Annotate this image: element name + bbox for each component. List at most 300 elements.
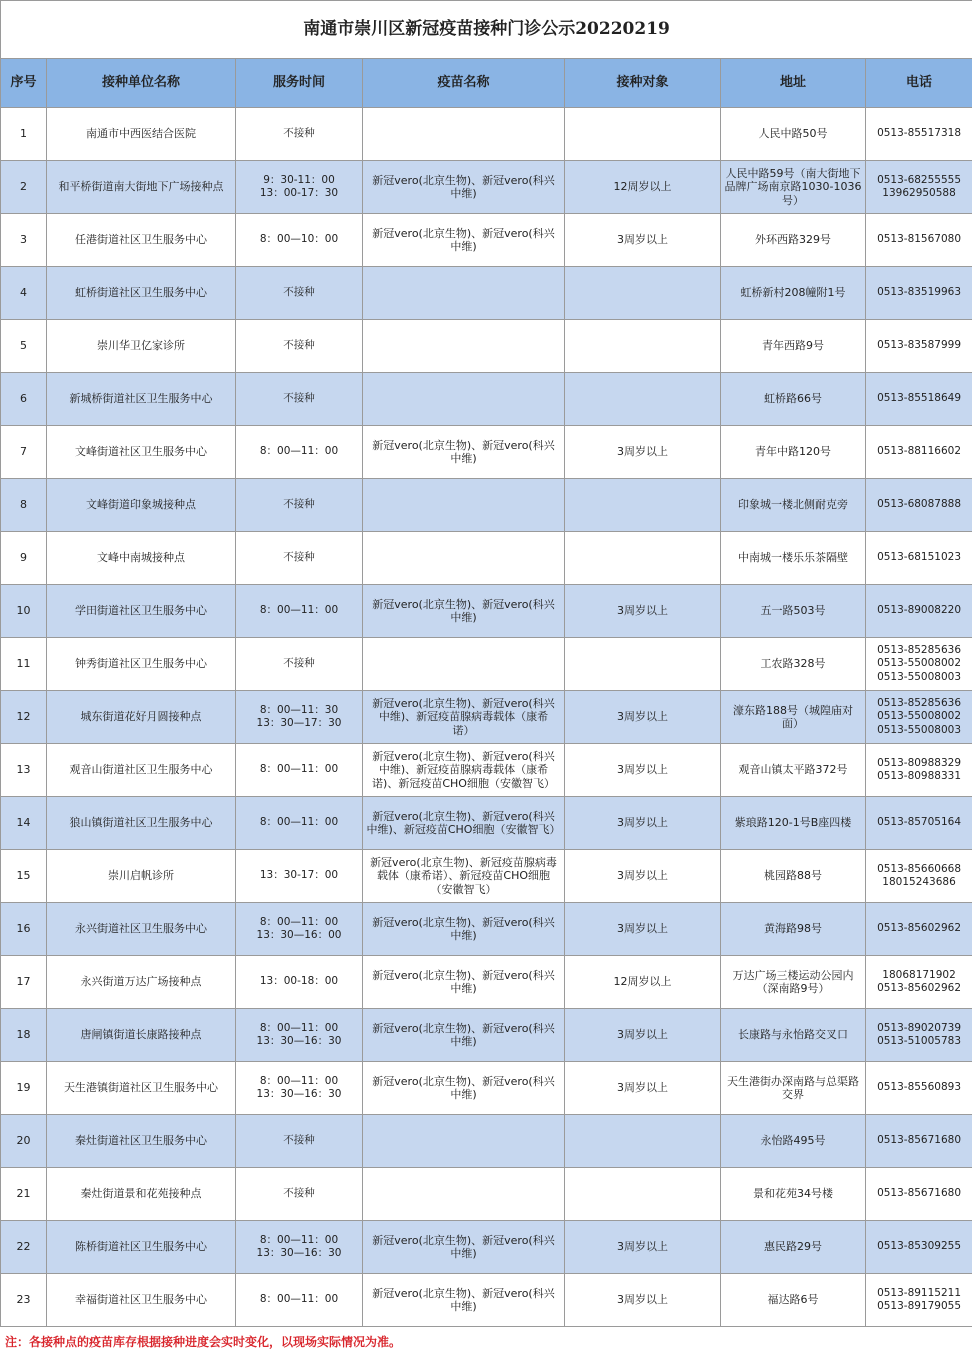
address-line: 青年西路9号 [762, 339, 824, 353]
address-line: 永怡路495号 [760, 1134, 826, 1148]
phone-line: 0513-55008003 [877, 723, 962, 736]
row-number: 12 [1, 691, 47, 744]
vaccine-name-line: 中维) [450, 187, 477, 200]
address [721, 1009, 866, 1062]
address [721, 638, 866, 691]
header-target: 接种对象 [565, 59, 721, 108]
vaccine-name-line: 新冠vero(北京生物)、新冠vero(科兴 [372, 1233, 555, 1247]
table-row [1, 691, 972, 744]
service-time-line: 13：00-18：00 [259, 975, 339, 988]
row-number: 18 [1, 1009, 47, 1062]
unit-name: 文峰街道社区卫生服务中心 [47, 426, 236, 479]
address-line: 福达路6号 [767, 1293, 819, 1307]
phone-line: 0513-85660668 [877, 862, 962, 875]
phone [866, 903, 972, 956]
table-row [1, 850, 972, 903]
service-time-line: 8：00—11：00 [259, 1074, 339, 1087]
target-age: 3周岁以上 [565, 744, 721, 797]
vaccine-name-line: 中维) [450, 240, 477, 253]
address [721, 744, 866, 797]
unit-name: 虹桥街道社区卫生服务中心 [47, 267, 236, 320]
vaccine-name [363, 267, 565, 320]
address-line: 工农路328号 [760, 657, 826, 671]
row-number: 8 [1, 479, 47, 532]
target-age [565, 320, 721, 373]
vaccine-name [363, 1115, 565, 1168]
row-number: 4 [1, 267, 47, 320]
address-line: 濠东路188号（城隍庙对 [733, 703, 853, 717]
service-time [236, 161, 363, 214]
service-time-line: 13：30—16：30 [256, 1088, 342, 1100]
row-number: 17 [1, 956, 47, 1009]
service-time [236, 214, 363, 267]
unit-name: 南通市中西医结合医院 [47, 108, 236, 161]
address [721, 267, 866, 320]
phone [866, 956, 972, 1009]
vaccine-name-line: 中维) [450, 929, 477, 942]
unit-name: 学田街道社区卫生服务中心 [47, 585, 236, 638]
address-line: 外环西路329号 [755, 233, 831, 247]
table-row [1, 373, 972, 426]
row-number: 21 [1, 1168, 47, 1221]
service-time-line: 13：30-17：00 [259, 869, 339, 882]
service-time-line: 13：30—16：30 [256, 1035, 342, 1047]
phone-line: 0513-85705164 [877, 816, 962, 829]
vaccine-name-line: 载体（康希诺）、新冠疫苗CHO细胞 [376, 869, 551, 883]
table-row [1, 1009, 972, 1062]
unit-name: 唐闸镇街道长康路接种点 [47, 1009, 236, 1062]
table-row [1, 479, 972, 532]
vaccine-name-line: 中维) [450, 1088, 477, 1101]
phone-line: 0513-85671680 [877, 1134, 962, 1147]
address-line: 天生港街办深南路与总渠路 [727, 1074, 859, 1088]
address [721, 214, 866, 267]
table-row [1, 956, 972, 1009]
vaccine-name [363, 532, 565, 585]
vaccine-name-line: 中维) [450, 1247, 477, 1260]
address-line: 面） [782, 717, 804, 730]
address [721, 426, 866, 479]
vaccine-name [363, 797, 565, 850]
vaccine-name [363, 1274, 565, 1327]
vaccine-name-line: 中维)、新冠疫苗腺病毒载体（康希 [378, 763, 549, 777]
table-row [1, 214, 972, 267]
address [721, 320, 866, 373]
unit-name: 城东街道花好月圆接种点 [47, 691, 236, 744]
vaccine-name-line: 中维) [450, 452, 477, 465]
row-number: 16 [1, 903, 47, 956]
phone-line: 0513-81567080 [877, 233, 962, 246]
phone [866, 1274, 972, 1327]
phone-line: 0513-51005783 [877, 1035, 962, 1047]
vaccine-name [363, 1168, 565, 1221]
row-number: 19 [1, 1062, 47, 1115]
service-time-line: 不接种 [283, 339, 315, 352]
table-row [1, 797, 972, 850]
page-title: 南通市崇川区新冠疫苗接种门诊公示20220219 [1, 1, 972, 59]
unit-name: 幸福街道社区卫生服务中心 [47, 1274, 236, 1327]
phone-line: 0513-83519963 [877, 286, 962, 299]
service-time-line: 8：00—11：00 [259, 604, 339, 617]
table-row [1, 744, 972, 797]
header-phone: 电话 [866, 59, 972, 108]
address [721, 1115, 866, 1168]
target-age [565, 1168, 721, 1221]
unit-name: 陈桥街道社区卫生服务中心 [47, 1221, 236, 1274]
vaccine-name-line: 新冠vero(北京生物)、新冠vero(科兴 [372, 915, 555, 929]
address-line: 号） [782, 193, 804, 207]
target-age: 3周岁以上 [565, 1062, 721, 1115]
service-time [236, 532, 363, 585]
address [721, 1168, 866, 1221]
service-time-line: 8：00—11：00 [259, 445, 339, 458]
address [721, 1221, 866, 1274]
row-number: 13 [1, 744, 47, 797]
phone [866, 691, 972, 744]
phone-line: 0513-88116602 [877, 445, 962, 458]
header-unit-name: 接种单位名称 [47, 59, 236, 108]
vaccine-name-line: 中维) [450, 1035, 477, 1048]
row-number: 22 [1, 1221, 47, 1274]
target-age: 3周岁以上 [565, 585, 721, 638]
address-line: 桃园路88号 [764, 869, 822, 883]
target-age: 3周岁以上 [565, 426, 721, 479]
phone-line: 0513-55008002 [877, 710, 962, 723]
address-line: 人民中路50号 [758, 127, 828, 141]
phone [866, 373, 972, 426]
vaccine-name-line: 新冠vero(北京生物)、新冠vero(科兴 [372, 1021, 555, 1035]
address [721, 108, 866, 161]
unit-name: 和平桥街道南大街地下广场接种点 [47, 161, 236, 214]
vaccine-name-line: 新冠vero(北京生物)、新冠疫苗腺病毒 [370, 855, 557, 869]
unit-name: 永兴街道万达广场接种点 [47, 956, 236, 1009]
service-time-line: 不接种 [283, 286, 315, 299]
unit-name: 天生港镇街道社区卫生服务中心 [47, 1062, 236, 1115]
row-number: 15 [1, 850, 47, 903]
service-time [236, 691, 363, 744]
target-age: 3周岁以上 [565, 1221, 721, 1274]
header-vaccine: 疫苗名称 [363, 59, 565, 108]
unit-name: 钟秀街道社区卫生服务中心 [47, 638, 236, 691]
address [721, 1062, 866, 1115]
vaccine-name [363, 638, 565, 691]
phone [866, 320, 972, 373]
table-row [1, 1168, 972, 1221]
vaccine-name [363, 479, 565, 532]
service-time [236, 744, 363, 797]
target-age [565, 373, 721, 426]
phone [866, 1115, 972, 1168]
phone-line: 0513-68255555 [877, 173, 962, 186]
service-time [236, 426, 363, 479]
vaccine-name-line: 中维)、新冠疫苗腺病毒载体（康希 [378, 710, 549, 724]
service-time [236, 1274, 363, 1327]
table-row [1, 585, 972, 638]
service-time [236, 267, 363, 320]
service-time-line: 13：30—16：00 [256, 929, 342, 941]
address [721, 532, 866, 585]
service-time-line: 不接种 [283, 392, 315, 405]
service-time-line: 不接种 [283, 1187, 315, 1200]
vaccine-name-line: 新冠vero(北京生物)、新冠vero(科兴 [372, 173, 555, 187]
vaccine-name-line: 新冠vero(北京生物)、新冠vero(科兴 [372, 597, 555, 611]
table-row [1, 267, 972, 320]
header-row [1, 59, 972, 108]
footer-note: 注：各接种点的疫苗库存根据接种进度会实时变化，以现场实际情况为准。 [5, 1335, 402, 1349]
phone [866, 1062, 972, 1115]
phone-line: 0513-85517318 [877, 127, 962, 140]
service-time [236, 903, 363, 956]
table-row [1, 426, 972, 479]
unit-name: 崇川启帆诊所 [47, 850, 236, 903]
phone-line: 0513-80988329 [877, 756, 962, 769]
row-number: 9 [1, 532, 47, 585]
target-age: 3周岁以上 [565, 850, 721, 903]
phone-line: 0513-68087888 [877, 498, 962, 511]
address [721, 1274, 866, 1327]
row-number: 20 [1, 1115, 47, 1168]
row-number: 14 [1, 797, 47, 850]
phone [866, 638, 972, 691]
service-time-line: 8：00—11：00 [259, 1293, 339, 1306]
vaccine-name-line: 中维) [450, 611, 477, 624]
row-number: 5 [1, 320, 47, 373]
vaccine-name-line: 新冠vero(北京生物)、新冠vero(科兴 [372, 696, 555, 710]
service-time-line: 不接种 [283, 657, 315, 670]
table-row [1, 161, 972, 214]
vaccine-name-line: 中维) [450, 982, 477, 995]
service-time-line: 13：00-17：30 [259, 187, 339, 199]
target-age [565, 108, 721, 161]
address-line: （深南路9号） [756, 982, 830, 995]
vaccine-name [363, 161, 565, 214]
vaccine-name [363, 320, 565, 373]
target-age: 3周岁以上 [565, 691, 721, 744]
phone-line: 0513-85309255 [877, 1240, 962, 1253]
unit-name: 崇川华卫亿家诊所 [47, 320, 236, 373]
phone [866, 850, 972, 903]
address-line: 人民中路59号（南大街地下 [725, 166, 861, 180]
vaccine-name [363, 744, 565, 797]
table-row [1, 532, 972, 585]
vaccine-name [363, 585, 565, 638]
vaccine-name-line: 新冠vero(北京生物)、新冠vero(科兴 [372, 809, 555, 823]
row-number: 11 [1, 638, 47, 691]
vaccine-name [363, 956, 565, 1009]
table-row [1, 638, 972, 691]
service-time-line: 8：00—10：00 [259, 233, 339, 246]
vaccine-name-line: （安徽智飞） [430, 882, 497, 896]
service-time [236, 1115, 363, 1168]
header-address: 地址 [721, 59, 866, 108]
unit-name: 文峰中南城接种点 [47, 532, 236, 585]
vaccine-name [363, 903, 565, 956]
address [721, 691, 866, 744]
service-time-line: 不接种 [283, 127, 315, 140]
target-age: 3周岁以上 [565, 797, 721, 850]
vaccine-name [363, 691, 565, 744]
target-age: 12周岁以上 [565, 161, 721, 214]
address-line: 万达广场三楼运动公园内 [732, 968, 854, 982]
target-age: 3周岁以上 [565, 903, 721, 956]
service-time [236, 1009, 363, 1062]
service-time [236, 585, 363, 638]
vaccine-name-line: 新冠vero(北京生物)、新冠vero(科兴 [372, 749, 555, 763]
table-row [1, 1062, 972, 1115]
unit-name: 观音山街道社区卫生服务中心 [47, 744, 236, 797]
vaccine-name [363, 1062, 565, 1115]
table-body [1, 108, 972, 1327]
phone-line: 0513-89115211 [877, 1286, 962, 1299]
address [721, 850, 866, 903]
unit-name: 永兴街道社区卫生服务中心 [47, 903, 236, 956]
target-age: 3周岁以上 [565, 1009, 721, 1062]
address-line: 惠民路29号 [764, 1240, 822, 1254]
table-row [1, 320, 972, 373]
vaccine-name-line: 诺） [452, 723, 475, 737]
address-line: 景和花苑34号楼 [753, 1187, 833, 1201]
phone-line: 18068171902 [882, 968, 956, 981]
phone-line: 0513-85602962 [877, 922, 962, 935]
service-time [236, 479, 363, 532]
phone-line: 0513-55008002 [877, 657, 962, 670]
service-time-line: 8：00—11：00 [259, 1021, 339, 1034]
service-time [236, 320, 363, 373]
target-age [565, 479, 721, 532]
row-number: 2 [1, 161, 47, 214]
service-time-line: 13：30—16：30 [256, 1247, 342, 1259]
address-line: 观音山镇太平路372号 [738, 763, 848, 777]
address [721, 373, 866, 426]
service-time [236, 956, 363, 1009]
service-time-line: 不接种 [283, 1134, 315, 1147]
address [721, 797, 866, 850]
vaccine-name [363, 108, 565, 161]
address-line: 交界 [782, 1088, 804, 1101]
phone-line: 0513-85518649 [877, 392, 962, 405]
phone-line: 0513-85560893 [877, 1081, 962, 1094]
row-number: 1 [1, 108, 47, 161]
row-number: 3 [1, 214, 47, 267]
phone [866, 426, 972, 479]
phone-line: 0513-83587999 [877, 339, 962, 352]
vaccine-name [363, 1221, 565, 1274]
service-time [236, 797, 363, 850]
row-number: 7 [1, 426, 47, 479]
service-time [236, 1168, 363, 1221]
service-time-line: 8：00—11：00 [259, 816, 339, 829]
address [721, 956, 866, 1009]
service-time [236, 108, 363, 161]
vaccine-name-line: 诺)、新冠疫苗CHO细胞（安徽智飞） [372, 776, 555, 790]
service-time-line: 8：00—11：00 [259, 1233, 339, 1246]
row-number: 10 [1, 585, 47, 638]
phone [866, 479, 972, 532]
vaccine-name [363, 214, 565, 267]
table-row [1, 1221, 972, 1274]
address-line: 青年中路120号 [755, 445, 831, 459]
phone [866, 267, 972, 320]
phone-line: 0513-89020739 [877, 1021, 962, 1034]
target-age [565, 267, 721, 320]
phone-line: 0513-85671680 [877, 1187, 962, 1200]
service-time-line: 不接种 [283, 498, 315, 511]
target-age: 3周岁以上 [565, 1274, 721, 1327]
unit-name: 秦灶街道景和花苑接种点 [47, 1168, 236, 1221]
phone [866, 1168, 972, 1221]
table-row [1, 1274, 972, 1327]
phone [866, 108, 972, 161]
unit-name: 狼山镇街道社区卫生服务中心 [47, 797, 236, 850]
phone-line: 18015243686 [882, 876, 956, 888]
table-row [1, 1115, 972, 1168]
vaccine-name-line: 新冠vero(北京生物)、新冠vero(科兴 [372, 226, 555, 240]
phone-line: 0513-85285636 [877, 696, 962, 709]
target-age [565, 638, 721, 691]
header-no: 序号 [1, 59, 47, 108]
phone [866, 161, 972, 214]
unit-name: 新城桥街道社区卫生服务中心 [47, 373, 236, 426]
address-line: 虹桥新村208幢附1号 [740, 286, 846, 300]
service-time [236, 850, 363, 903]
header-service-time: 服务时间 [236, 59, 363, 108]
phone [866, 744, 972, 797]
phone-line: 0513-55008003 [877, 670, 962, 683]
service-time-line: 9：30-11：00 [263, 173, 335, 186]
phone [866, 797, 972, 850]
table-row [1, 903, 972, 956]
vaccine-name-line: 新冠vero(北京生物)、新冠vero(科兴 [372, 438, 555, 452]
address [721, 585, 866, 638]
address-line: 黄海路98号 [764, 922, 822, 936]
target-age: 3周岁以上 [565, 214, 721, 267]
address-line: 紫琅路120-1号B座四楼 [734, 816, 852, 830]
unit-name: 文峰街道印象城接种点 [47, 479, 236, 532]
phone-line: 13962950588 [882, 187, 956, 199]
address-line: 虹桥路66号 [764, 392, 822, 406]
vaccine-name-line: 新冠vero(北京生物)、新冠vero(科兴 [372, 968, 555, 982]
vaccine-name-line: 新冠vero(北京生物)、新冠vero(科兴 [372, 1074, 555, 1088]
address [721, 161, 866, 214]
address-line: 品牌广场南京路1030-1036 [724, 180, 862, 194]
address [721, 903, 866, 956]
table-row [1, 108, 972, 161]
unit-name: 秦灶街道社区卫生服务中心 [47, 1115, 236, 1168]
vaccine-name [363, 373, 565, 426]
phone-line: 0513-89179055 [877, 1300, 962, 1312]
phone [866, 1009, 972, 1062]
phone-line: 0513-89008220 [877, 604, 962, 617]
vaccine-name [363, 850, 565, 903]
address-line: 长康路与永怡路交叉口 [738, 1028, 848, 1042]
phone [866, 214, 972, 267]
phone [866, 532, 972, 585]
address-line: 印象城一楼北侧耐克旁 [738, 498, 848, 512]
phone [866, 1221, 972, 1274]
service-time [236, 638, 363, 691]
phone-line: 0513-85285636 [877, 643, 962, 656]
service-time [236, 1221, 363, 1274]
service-time-line: 8：00—11：00 [259, 763, 339, 776]
phone [866, 585, 972, 638]
phone-line: 0513-68151023 [877, 551, 962, 564]
unit-name: 任港街道社区卫生服务中心 [47, 214, 236, 267]
service-time [236, 1062, 363, 1115]
service-time-line: 8：00—11：00 [259, 915, 339, 928]
row-number: 23 [1, 1274, 47, 1327]
address-line: 五一路503号 [760, 604, 826, 618]
phone-line: 0513-85602962 [877, 982, 962, 994]
